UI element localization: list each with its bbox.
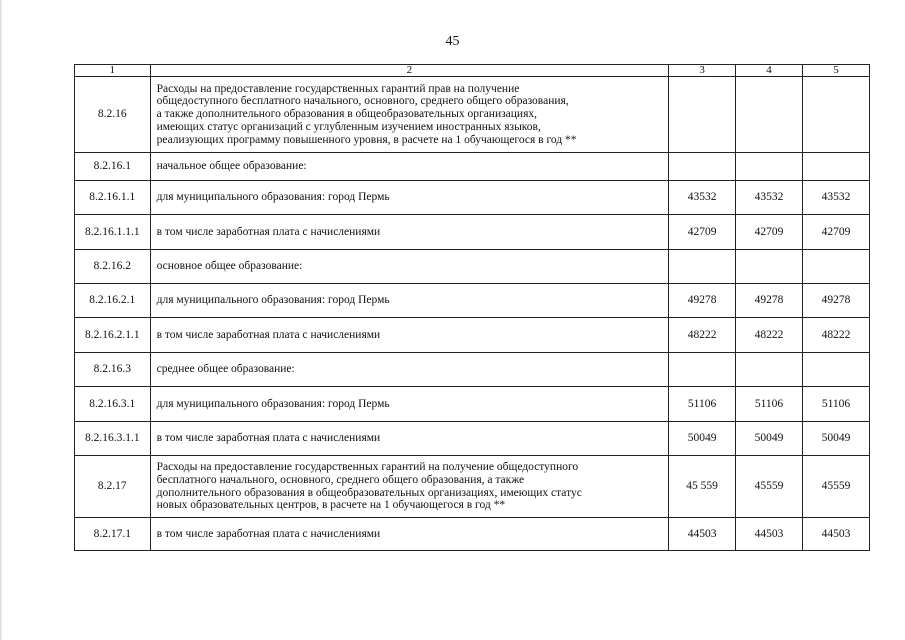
row-value <box>669 153 736 181</box>
table-row <box>75 250 870 284</box>
row-code: 8.2.16.2 <box>75 250 151 284</box>
row-value: 44503 <box>736 518 803 551</box>
column-header: 2 <box>150 65 668 77</box>
table-row <box>75 387 870 422</box>
column-header: 5 <box>803 65 870 77</box>
row-value: 50049 <box>803 422 870 456</box>
row-value: 49278 <box>736 284 803 318</box>
row-code: 8.2.16.3 <box>75 353 151 387</box>
row-value: 48222 <box>669 318 736 353</box>
row-code: 8.2.16.2.1 <box>75 284 151 318</box>
row-description: среднее общее образование: <box>150 353 668 387</box>
row-description: начальное общее образование: <box>150 153 668 181</box>
table-row <box>75 284 870 318</box>
column-header: 4 <box>736 65 803 77</box>
description-line: Расходы на предоставление государственных гарантий прав на получение <box>156 82 520 95</box>
row-value <box>736 353 803 387</box>
column-header: 3 <box>669 65 736 77</box>
row-description: для муниципального образования: город Пермь <box>150 387 668 422</box>
row-value: 42709 <box>736 215 803 250</box>
table-row <box>75 181 870 215</box>
row-value <box>669 250 736 284</box>
row-value <box>736 250 803 284</box>
row-value: 43532 <box>669 181 736 215</box>
row-description: в том числе заработная плата с начислениями <box>150 422 668 456</box>
column-number-row <box>75 65 870 77</box>
row-description: в том числе заработная плата с начислениями <box>150 215 668 250</box>
row-value <box>803 353 870 387</box>
row-description: основное общее образование: <box>150 250 668 284</box>
row-code: 8.2.16.2.1.1 <box>75 318 151 353</box>
table-row <box>75 518 870 551</box>
row-value <box>736 77 803 153</box>
row-value: 45559 <box>736 456 803 518</box>
row-description: для муниципального образования: город Пермь <box>150 284 668 318</box>
row-value: 45 559 <box>669 456 736 518</box>
row-value: 50049 <box>669 422 736 456</box>
row-value <box>669 77 736 153</box>
row-value: 49278 <box>669 284 736 318</box>
row-value: 43532 <box>803 181 870 215</box>
description-line: новых образовательных центров, в расчете на 1 обучающегося в год ** <box>156 499 506 512</box>
row-value <box>669 353 736 387</box>
row-value: 42709 <box>803 215 870 250</box>
row-code: 8.2.17.1 <box>75 518 151 551</box>
table-row <box>75 422 870 456</box>
description-line: имеющих статус организаций с углубленным изучением иностранных языков, <box>156 120 541 133</box>
description-line: бесплатного начального, основного, среднего общего образования, а также <box>156 473 525 486</box>
description-line: Расходы на предоставление государственных гарантий на получение общедоступного <box>156 460 579 473</box>
row-code: 8.2.16.1.1 <box>75 181 151 215</box>
row-value: 48222 <box>736 318 803 353</box>
row-value: 51106 <box>736 387 803 422</box>
row-description: в том числе заработная плата с начислениями <box>150 318 668 353</box>
row-code: 8.2.16.3.1.1 <box>75 422 151 456</box>
row-value: 48222 <box>803 318 870 353</box>
row-value: 49278 <box>803 284 870 318</box>
row-value: 45559 <box>803 456 870 518</box>
scan-edge <box>0 0 2 640</box>
table-row <box>75 153 870 181</box>
description-line: дополнительного образования в общеобразовательных организациях, имеющих статус <box>156 486 582 499</box>
row-value: 51106 <box>669 387 736 422</box>
budget-norms-table <box>74 64 870 551</box>
row-value: 51106 <box>803 387 870 422</box>
row-description <box>150 77 668 153</box>
row-code: 8.2.17 <box>75 456 151 518</box>
row-description <box>150 456 668 518</box>
row-value: 43532 <box>736 181 803 215</box>
description-line: общедоступного бесплатного начального, основного, среднего общего образования, <box>156 95 569 108</box>
row-value <box>803 250 870 284</box>
row-value: 44503 <box>669 518 736 551</box>
page-number: 45 <box>445 34 460 49</box>
row-value <box>803 77 870 153</box>
description-line: реализующих программу повышенного уровня, в расчете на 1 обучающегося в год ** <box>156 133 577 146</box>
row-value: 50049 <box>736 422 803 456</box>
table-row <box>75 77 870 153</box>
row-code: 8.2.16 <box>75 77 151 153</box>
table-row <box>75 353 870 387</box>
row-value <box>803 153 870 181</box>
row-description: для муниципального образования: город Пермь <box>150 181 668 215</box>
column-header: 1 <box>75 65 151 77</box>
table-row <box>75 318 870 353</box>
row-description: в том числе заработная плата с начислениями <box>150 518 668 551</box>
row-code: 8.2.16.1.1.1 <box>75 215 151 250</box>
table-row <box>75 215 870 250</box>
row-code: 8.2.16.1 <box>75 153 151 181</box>
table-row <box>75 456 870 518</box>
row-value: 44503 <box>803 518 870 551</box>
row-value <box>736 153 803 181</box>
row-value: 42709 <box>669 215 736 250</box>
row-code: 8.2.16.3.1 <box>75 387 151 422</box>
description-line: а также дополнительного образования в общеобразовательных организациях, <box>156 108 537 121</box>
